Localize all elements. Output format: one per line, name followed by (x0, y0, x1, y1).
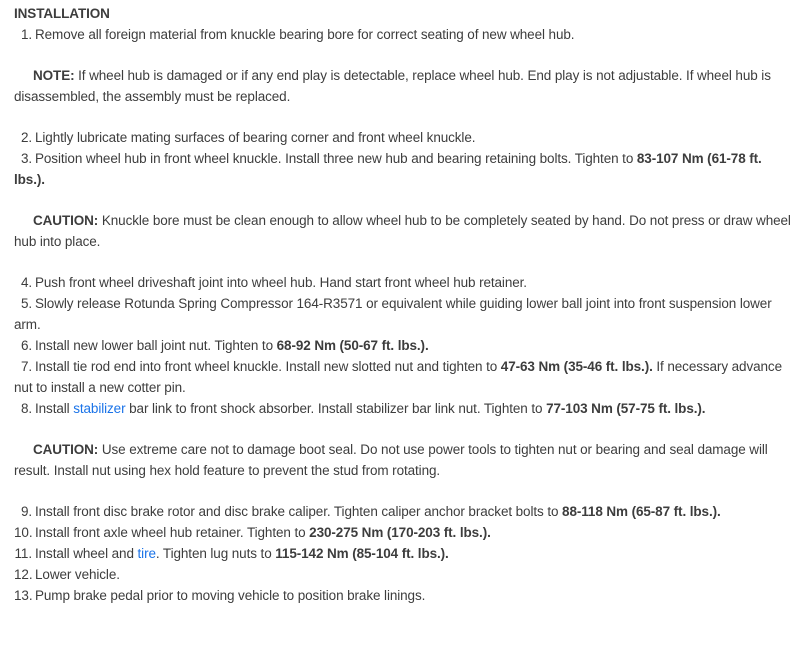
step-number: 6. (20, 338, 32, 353)
caution-paragraph (14, 439, 794, 481)
step-12 (14, 564, 794, 585)
step-5 (14, 293, 794, 335)
step-number: 1. (20, 27, 32, 42)
step-text: Install new lower ball joint nut. Tighten to (35, 338, 277, 353)
tire-link[interactable]: tire (137, 546, 156, 561)
step-2 (14, 127, 794, 148)
step-11 (14, 543, 794, 564)
step-number: 4. (20, 275, 32, 290)
caution-text: Knuckle bore must be clean enough to allow wheel hub to be completely seated by hand. Do not press or draw wheel hub into place. (14, 213, 791, 249)
caution-paragraph (14, 210, 794, 252)
step-number: 10. (14, 525, 33, 540)
step-number: 5. (20, 296, 32, 311)
torque-spec: 68-92 Nm (50-67 ft. lbs.). (276, 338, 429, 353)
note-label: NOTE: (33, 68, 75, 83)
step-1 (14, 24, 794, 45)
step-text: Position wheel hub in front wheel knuckle. Install three new hub and bearing retaining bolts. Tighten to (35, 151, 637, 166)
note-paragraph (14, 65, 794, 107)
caution-text: Use extreme care not to damage boot seal. Do not use power tools to tighten nut or bearing and seal damage will result. Install nut using hex hold feature to prevent the stud from rotating. (14, 442, 768, 478)
step-text: . Tighten lug nuts to (155, 546, 276, 561)
step-10 (14, 522, 794, 543)
caution-label: CAUTION: (33, 213, 99, 228)
step-number: 7. (20, 359, 32, 374)
step-text: If necessary advance nut to install a new cotter pin. (14, 359, 782, 395)
step-7 (14, 356, 794, 398)
step-text: Install front axle wheel hub retainer. Tighten to (35, 525, 310, 540)
step-text: Push front wheel driveshaft joint into wheel hub. Hand start front wheel hub retainer. (35, 275, 527, 290)
step-9 (14, 501, 794, 522)
torque-spec: 47-63 Nm (35-46 ft. lbs.). (500, 359, 653, 374)
torque-spec: 115-142 Nm (85-104 ft. lbs.). (275, 546, 449, 561)
step-13 (14, 585, 794, 606)
step-6 (14, 335, 794, 356)
step-text: bar link to front shock absorber. Install stabilizer bar link nut. Tighten to (125, 401, 547, 416)
step-text: Lower vehicle. (35, 567, 120, 582)
step-number: 2. (20, 130, 32, 145)
caution-label: CAUTION: (33, 442, 99, 457)
step-8 (14, 398, 794, 419)
step-text: Install tie rod end into front wheel knuckle. Install new slotted nut and tighten to (35, 359, 501, 374)
step-number: 9. (20, 504, 32, 519)
step-text: Install (35, 401, 74, 416)
step-number: 11. (14, 546, 32, 561)
torque-spec: 88-118 Nm (65-87 ft. lbs.). (562, 504, 721, 519)
step-4 (14, 272, 794, 293)
step-number: 12. (14, 567, 33, 582)
step-number: 13. (14, 588, 33, 603)
step-text: Install front disc brake rotor and disc brake caliper. Tighten caliper anchor bracket bolts to (35, 504, 563, 519)
step-text: Remove all foreign material from knuckle bearing bore for correct seating of new wheel hub. (35, 27, 575, 42)
step-text: Install wheel and (35, 546, 138, 561)
installation-heading: INSTALLATION (14, 6, 110, 21)
torque-spec: 83-107 Nm (61-78 ft. lbs.). (14, 151, 762, 187)
note-text: If wheel hub is damaged or if any end play is detectable, replace wheel hub. End play is not adjustable. If wheel hub is disassembled, the assembly must be replaced. (14, 68, 771, 104)
step-text: Slowly release Rotunda Spring Compressor 164-R3571 or equivalent while guiding lower ball joint into front suspension lower arm. (14, 296, 772, 332)
torque-spec: 230-275 Nm (170-203 ft. lbs.). (309, 525, 491, 540)
step-text: Pump brake pedal prior to moving vehicle to position brake linings. (35, 588, 426, 603)
step-number: 3. (20, 151, 32, 166)
step-text: Lightly lubricate mating surfaces of bearing corner and front wheel knuckle. (35, 130, 476, 145)
step-3 (14, 148, 794, 190)
stabilizer-link[interactable]: stabilizer (73, 401, 126, 416)
torque-spec: 77-103 Nm (57-75 ft. lbs.). (546, 401, 706, 416)
step-number: 8. (20, 401, 32, 416)
